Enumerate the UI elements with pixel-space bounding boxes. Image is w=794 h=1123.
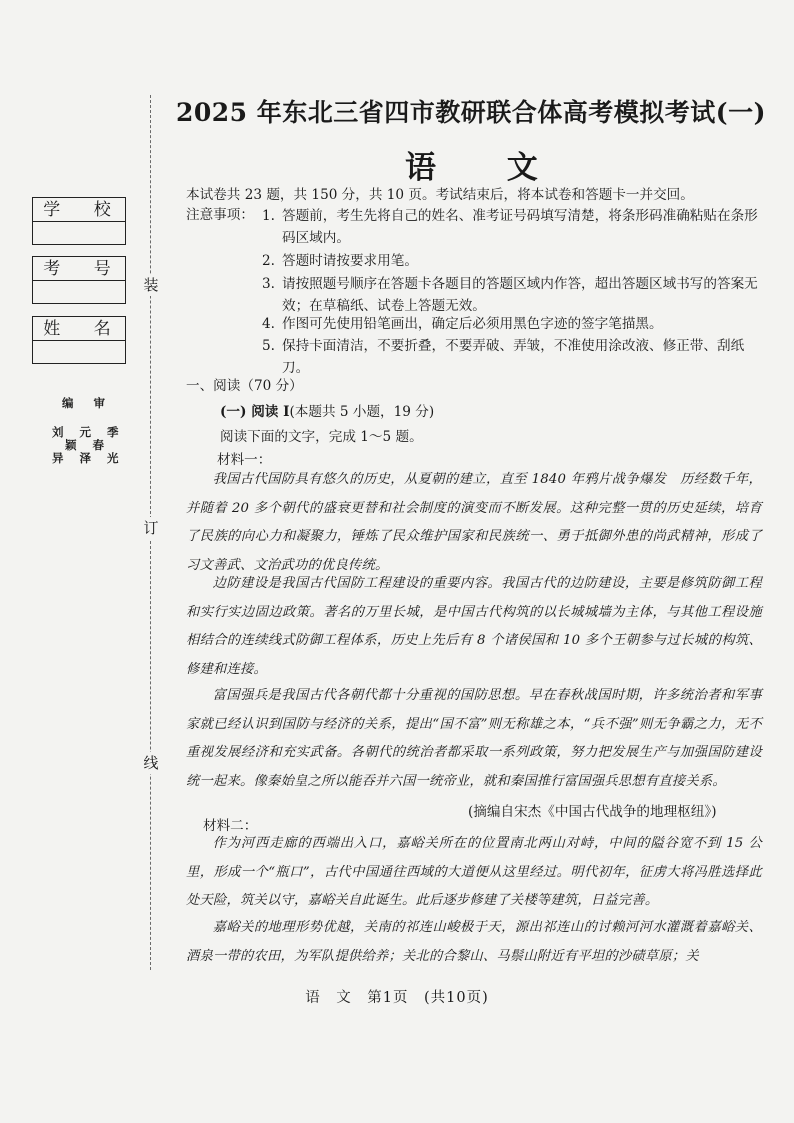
binding-char-zhuang: 装 [140, 274, 162, 296]
note-number: 5. [262, 338, 275, 354]
page-footer: 语 文 第1页 (共10页) [305, 990, 489, 1006]
note-text: 答题时请按要求用笔。 [282, 253, 418, 269]
note-number: 3. [262, 276, 275, 292]
note-number: 1. [262, 208, 275, 224]
note-item [262, 273, 762, 317]
note-item [262, 250, 762, 272]
reading-note: (本题共 5 小题，19 分) [289, 404, 435, 420]
note-text: 作图可先使用铅笔画出，确定后必须用黑色字迹的签字笔描黑。 [282, 316, 663, 332]
name-box [32, 316, 126, 364]
material1-label: 材料一： [217, 452, 272, 468]
editors-block [52, 396, 125, 465]
school-label: 学 校 [33, 198, 125, 222]
reading-heading [220, 402, 434, 422]
editor-name-row: 刘 元 季 [52, 425, 125, 439]
material1-paragraph: 边防建设是我国古代国防工程建设的重要内容。我国古代的边防建设，主要是修筑防御工程和实行实边固边政策。著名的万里长城，是中国古代构筑的以长城城墙为主体，与其他工程设施相结合的连续线式防御工程体系，历史上先后有 8 个诸侯国和 10 多个王朝参与过长城的构筑、修建和连接。 [186, 576, 762, 677]
editor-name-row: 异 泽 光 [52, 451, 125, 465]
section-heading: 一、阅读（70 分） [186, 378, 303, 394]
school-box [32, 197, 126, 245]
name-label: 姓 名 [33, 317, 125, 341]
binding-char-ding: 订 [140, 517, 162, 539]
exam-intro: 本试卷共 23 题，共 150 分，共 10 页。考试结束后，将本试卷和答题卡一并交回。 [186, 187, 694, 203]
notes-label: 注意事项： [186, 207, 254, 223]
reading-instruction: 阅读下面的文字，完成 1～5 题。 [220, 429, 423, 445]
material1-paragraph: 我国古代国防具有悠久的历史，从夏朝的建立，直至 1840 年鸦片战争爆发 历经数千年，并随着 20 多个朝代的盛衰更替和社会制度的演变而不断发展。这种完整一贯的历史延续，培育了民族的向心力和凝聚力，锤炼了民众维护国家和民族统一、勇于抵御外患的尚武精神，形成了习文善武、文治武功的优良传统。 [186, 472, 762, 573]
note-item [262, 313, 762, 335]
editors-names [52, 425, 125, 465]
material1-paragraph: 富国强兵是我国古代各朝代都十分重视的国防思想。早在春秋战国时期，许多统治者和军事家就已经认识到国防与经济的关系，提出“国不富”则无称雄之本，“兵不强”则无争霸之力，无不重视发展经济和充实武备。各朝代的统治者都采取一系列政策，努力把发展生产与加强国防建设统一起来。像秦始皇之所以能吞并六国一统帝业，就和秦国推行富国强兵思想有直接关系。 [186, 688, 762, 789]
note-item [262, 335, 762, 379]
material1-source: (摘编自宋杰《中国古代战争的地理枢纽》) [468, 804, 717, 820]
exam-title: 2025 年东北三省四市教研联合体高考模拟考试(一) [176, 98, 766, 127]
material2-paragraph: 嘉峪关的地理形势优越，关南的祁连山峻极于天，源出祁连山的讨赖河河水灌溉着嘉峪关、酒泉一带的农田，为军队提供给养；关北的合黎山、马鬃山附近有平坦的沙碛草原；关 [186, 920, 762, 964]
note-number: 2. [262, 253, 275, 269]
exam-number-box [32, 256, 126, 304]
binding-char-xian: 线 [140, 752, 162, 774]
editor-name-row: 颖 春 [65, 438, 111, 452]
reading-title: (一) 阅读 I [220, 404, 290, 420]
note-text: 保持卡面清洁，不要折叠，不要弄破、弄皱，不准使用涂改液、修正带、刮纸刀。 [282, 338, 745, 376]
note-text: 答题前，考生先将自己的姓名、准考证号码填写清楚，将条形码准确粘贴在条形码区域内。 [282, 208, 758, 246]
note-item [262, 205, 762, 249]
subject-title: 语 文 [405, 150, 568, 186]
note-text: 请按照题号顺序在答题卡各题目的答题区域内作答，超出答题区域书写的答案无效；在草稿纸、试卷上答题无效。 [282, 276, 758, 314]
material2-label: 材料二： [203, 818, 258, 834]
editors-title: 编 审 [62, 396, 114, 410]
note-number: 4. [262, 316, 275, 332]
exam-number-label: 考 号 [33, 257, 125, 281]
material2-paragraph: 作为河西走廊的西端出入口，嘉峪关所在的位置南北两山对峙，中间的隘谷宽不到 15 公里，形成一个“瓶口”，古代中国通往西域的大道便从这里经过。明代初年，征虏大将冯胜选择此处天险，筑关以守，嘉峪关自此诞生。此后逐步修建了关楼等建筑，日益完善。 [186, 836, 762, 908]
